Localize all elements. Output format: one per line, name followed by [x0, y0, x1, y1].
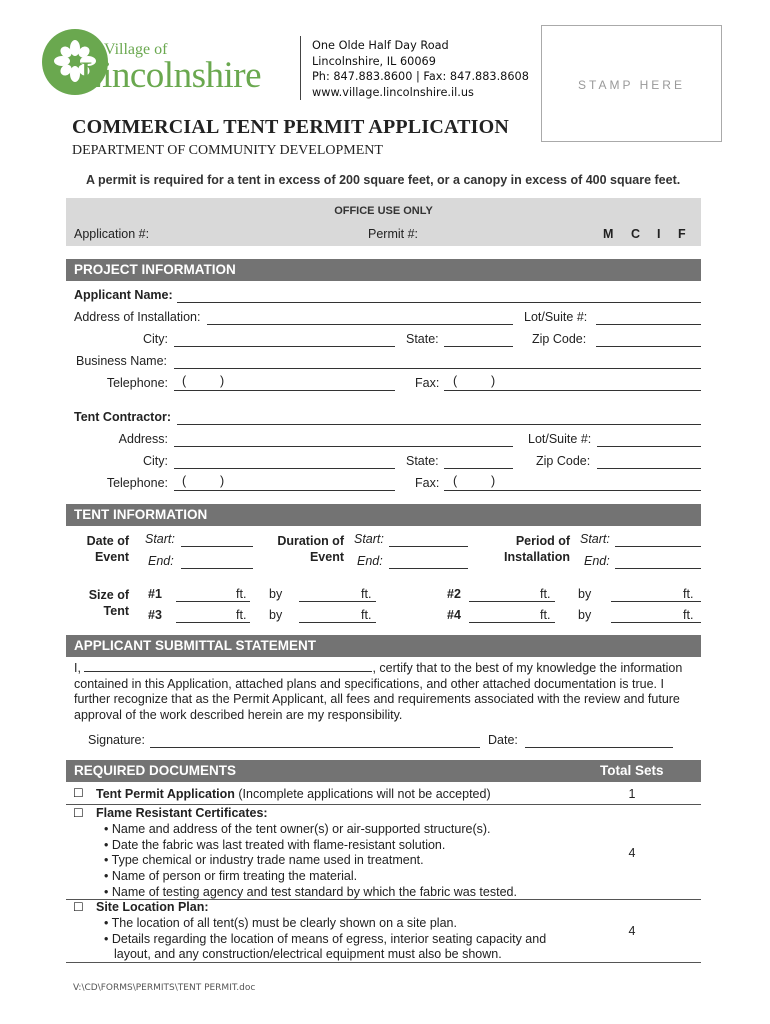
city-label: City: [143, 332, 168, 346]
fax-area-close: ) [491, 374, 496, 388]
tent-2-label: #2 [447, 587, 461, 601]
zip-field[interactable] [596, 346, 701, 347]
stamp-label: STAMP HERE [578, 78, 685, 92]
logo-small-text: Village of [104, 41, 168, 58]
contractor-area-open: ( [182, 474, 187, 488]
tent-1-label: #1 [148, 587, 162, 601]
contractor-fax-open: ( [453, 474, 458, 488]
bullet-text: Name and address of the tent owner(s) or air-supported structure(s). [111, 822, 491, 836]
tent-2-length-field[interactable] [469, 601, 555, 602]
contractor-area-close: ) [220, 474, 225, 488]
area-code-close: ) [220, 374, 225, 388]
contractor-address-field[interactable] [174, 446, 513, 447]
duration-end-field[interactable] [389, 568, 468, 569]
applicant-name-field[interactable] [177, 302, 701, 303]
bullet-text: The location of all tent(s) must be clearly shown on a site plan. [111, 916, 457, 930]
doc-divider-1 [66, 804, 701, 805]
date-start-label: Start: [145, 532, 175, 546]
tent-info-heading: TENT INFORMATION [66, 504, 701, 526]
fax-label: Fax: [415, 376, 440, 390]
statement-text [74, 660, 704, 723]
tent-2-length-unit: ft. [540, 587, 551, 601]
telephone-field[interactable] [174, 390, 395, 391]
page-title: COMMERCIAL TENT PERMIT APPLICATION [72, 116, 510, 138]
date-of-event-label [70, 533, 129, 565]
contractor-address-label: Address: [118, 432, 168, 446]
contractor-fax-field[interactable] [444, 490, 701, 491]
code-i: I [657, 227, 661, 241]
contractor-state-label: State: [406, 454, 439, 468]
tent-1-by: by [269, 587, 283, 601]
bullet-icon: • [104, 931, 109, 946]
bullet-item [104, 916, 546, 932]
bullet-text: Name of person or firm treating the material. [111, 869, 358, 884]
doc-1-line [96, 787, 491, 801]
village-logo [40, 24, 302, 104]
tent-4-length-unit: ft. [540, 608, 551, 622]
code-f: F [678, 227, 686, 241]
bullet-item [104, 822, 517, 838]
doc-divider-3 [66, 962, 701, 963]
bullet-icon: • [104, 916, 109, 930]
tent-2-width-field[interactable] [611, 601, 701, 602]
tent-4-label: #4 [447, 608, 461, 622]
date-field[interactable] [525, 747, 673, 748]
address-line: One Olde Half Day Road [312, 39, 449, 52]
office-use-box [66, 198, 701, 246]
applicant-name-label: Applicant Name: [74, 288, 173, 302]
bullet-item [104, 932, 546, 948]
doc-3-checkbox[interactable]: ☐ [73, 900, 84, 914]
tent-4-by: by [578, 608, 592, 622]
tent-contractor-field[interactable] [177, 424, 701, 425]
footer-path: V:\CD\FORMS\PERMITS\TENT PERMIT.doc [73, 983, 256, 993]
code-m: M [603, 227, 614, 241]
statement-prefix: I, [74, 661, 81, 675]
doc-1-count: 1 [628, 787, 636, 801]
period-of-installation-label [480, 533, 570, 565]
tent-text: Tent [103, 604, 129, 618]
contractor-lot-suite-field[interactable] [597, 446, 701, 447]
certifier-name-field[interactable] [84, 660, 372, 672]
tent-3-length-field[interactable] [176, 622, 250, 623]
doc-2-checkbox[interactable]: ☐ [73, 806, 84, 820]
logo-big-text: Lincolnshire [80, 55, 262, 96]
installation-text: Installation [504, 550, 570, 564]
date-end-label: End: [148, 554, 174, 568]
tent-4-length-field[interactable] [469, 622, 555, 623]
stamp-box [541, 25, 722, 142]
install-address-label: Address of Installation: [74, 310, 201, 324]
date-end-field[interactable] [181, 568, 253, 569]
tent-3-length-unit: ft. [236, 608, 247, 622]
state-field[interactable] [444, 346, 513, 347]
contractor-city-field[interactable] [174, 468, 395, 469]
contractor-fax-close: ) [491, 474, 496, 488]
contractor-state-field[interactable] [444, 468, 513, 469]
duration-of-text: Duration of [277, 534, 344, 548]
statement-line-1 [74, 660, 704, 677]
area-code-open: ( [182, 374, 187, 388]
doc-1-note: (Incomplete applications will not be accepted) [238, 787, 491, 801]
signature-label: Signature: [88, 733, 145, 747]
period-start-field[interactable] [615, 546, 701, 547]
duration-start-field[interactable] [389, 546, 468, 547]
tent-3-width-field[interactable] [299, 622, 376, 623]
application-number-label: Application #: [74, 227, 150, 241]
office-use-heading: OFFICE USE ONLY [334, 205, 433, 217]
bullet-text: Name of testing agency and test standard by which the fabric was tested. [111, 884, 517, 899]
contractor-zip-field[interactable] [597, 468, 701, 469]
period-end-label: End: [584, 554, 610, 568]
tent-1-width-field[interactable] [299, 601, 376, 602]
period-end-field[interactable] [615, 568, 701, 569]
tent-1-length-unit: ft. [236, 587, 247, 601]
tent-3-label: #3 [148, 608, 162, 622]
website-line: www.village.lincolnshire.il.us [312, 85, 474, 99]
bullet-icon: • [104, 869, 109, 884]
tent-4-width-field[interactable] [611, 622, 701, 623]
total-sets-heading: Total Sets [600, 763, 664, 778]
doc-1-checkbox[interactable]: ☐ [73, 786, 84, 800]
lot-suite-field[interactable] [596, 324, 701, 325]
fax-area-open: ( [453, 374, 458, 388]
statement-line-4: approval of the work described herein are my responsibility. [74, 707, 403, 722]
size-of-tent-label [70, 587, 129, 619]
address-line: Lincolnshire, IL 60069 [312, 54, 436, 68]
lot-suite-label: Lot/Suite #: [524, 310, 588, 324]
install-address-field[interactable] [207, 324, 513, 325]
bullet-text: Type chemical or industry trade name used in treatment. [111, 853, 424, 868]
tent-contractor-label: Tent Contractor: [74, 410, 171, 424]
bullet-icon: • [104, 837, 109, 852]
contractor-zip-label: Zip Code: [536, 454, 591, 468]
state-label: State: [406, 332, 439, 346]
page-subtitle: DEPARTMENT OF COMMUNITY DEVELOPMENT [72, 143, 383, 158]
documents-heading: REQUIRED DOCUMENTS [74, 763, 237, 778]
doc-2-bullets [104, 822, 517, 901]
bullet-icon: • [104, 884, 109, 899]
header-divider [300, 36, 301, 100]
bullet-item [104, 869, 517, 885]
contractor-telephone-field[interactable] [174, 490, 395, 491]
fax-field[interactable] [444, 390, 701, 391]
bullet-text: layout, and any construction/electrical equipment must also be shown. [114, 947, 502, 962]
doc-1-title: Tent Permit Application [96, 787, 235, 801]
contractor-telephone-label: Telephone: [106, 476, 168, 490]
bullet-item [104, 853, 517, 869]
tent-1-width-unit: ft. [361, 587, 372, 601]
village-address [312, 38, 529, 100]
bullet-text: Date the fabric was last treated with flame-resistant solution. [111, 837, 446, 852]
code-c: C [631, 227, 641, 241]
telephone-label: Telephone: [106, 376, 168, 390]
doc-2-count: 4 [628, 846, 636, 860]
size-of-text: Size of [88, 588, 129, 602]
bullet-icon: • [104, 822, 109, 836]
tent-1-length-field[interactable] [176, 601, 250, 602]
duration-of-event-label [260, 533, 344, 565]
tent-2-by: by [578, 587, 592, 601]
business-name-field[interactable] [174, 368, 701, 369]
date-of-text: Date of [86, 534, 129, 548]
contractor-city-label: City: [143, 454, 168, 468]
event-text: Event [94, 550, 129, 564]
doc-3-bullets [104, 916, 546, 963]
date-start-field[interactable] [181, 546, 253, 547]
tent-3-by: by [269, 608, 283, 622]
statement-heading: APPLICANT SUBMITTAL STATEMENT [66, 635, 701, 657]
permit-number-label: Permit #: [368, 227, 419, 241]
zip-label: Zip Code: [532, 332, 587, 346]
statement-line-1-rest: , certify that to the best of my knowledge the information [372, 661, 683, 675]
bullet-text: Details regarding the location of means of egress, interior seating capacity and [111, 931, 547, 946]
bullet-item [104, 838, 517, 854]
duration-end-label: End: [357, 554, 383, 568]
bullet-item [104, 947, 546, 963]
doc-2-title: Flame Resistant Certificates: [96, 806, 268, 820]
period-of-text: Period of [515, 534, 570, 548]
period-start-label: Start: [580, 532, 610, 546]
duration-start-label: Start: [354, 532, 384, 546]
duration-event-text: Event [309, 550, 344, 564]
business-name-label: Business Name: [76, 354, 168, 368]
tent-2-width-unit: ft. [683, 587, 694, 601]
tent-3-width-unit: ft. [361, 608, 372, 622]
contractor-fax-label: Fax: [415, 476, 440, 490]
bullet-icon: • [104, 853, 109, 868]
date-label: Date: [488, 733, 518, 747]
project-info-heading: PROJECT INFORMATION [66, 259, 701, 281]
tent-4-width-unit: ft. [683, 608, 694, 622]
statement-line-2: contained in this Application, attached plans and specifications, and other attached documentation is true. I [74, 676, 664, 691]
signature-field[interactable] [150, 747, 480, 748]
statement-line-3: further recognize that as the Permit Applicant, all fees and requirements associated with the review and future [74, 692, 680, 706]
city-field[interactable] [174, 346, 395, 347]
doc-3-count: 4 [628, 924, 636, 938]
doc-3-title: Site Location Plan: [96, 900, 209, 914]
phone-fax-line: Ph: 847.883.8600 | Fax: 847.883.8608 [312, 70, 529, 83]
permit-notice: A permit is required for a tent in excess of 200 square feet, or a canopy in excess of 400 square feet. [86, 173, 681, 187]
contractor-lot-suite-label: Lot/Suite #: [528, 432, 592, 446]
documents-heading-bar [66, 760, 701, 782]
